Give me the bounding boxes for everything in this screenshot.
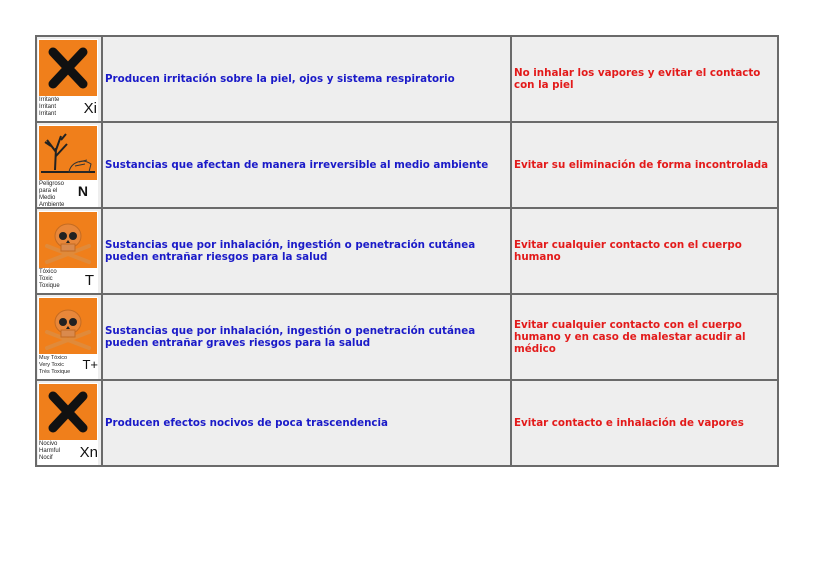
table-row [36, 36, 778, 122]
hazard-code: T+ [82, 356, 98, 372]
hazard-pictogram [38, 125, 98, 207]
hazard-code: Xn [79, 443, 98, 461]
hazard-pictogram [38, 211, 98, 293]
hazard-pictogram [38, 39, 98, 121]
description-cell: Sustancias que por inhalación, ingestión o penetración cutánea pueden entrañar graves riesgos para la salud [102, 294, 511, 380]
label-line: Medio [39, 194, 56, 201]
label-en: Harmful [39, 447, 61, 454]
label-fr: Nocif [39, 454, 53, 461]
precaution-cell: Evitar cualquier contacto con el cuerpo humano y en caso de malestar acudir al médico [511, 294, 778, 380]
hazard-pictogram [38, 297, 98, 379]
hazard-code: Xi [83, 99, 97, 117]
label-line: para el [39, 187, 58, 194]
label-en: Irritant [39, 103, 57, 110]
label-es: Muy Tóxico [39, 354, 68, 361]
pictogram-labels [39, 181, 64, 209]
harmful-x-icon [39, 384, 97, 440]
label-es: Irritante [39, 96, 60, 103]
hazard-code: N [77, 182, 88, 199]
pictogram-labels [39, 97, 59, 118]
label-fr: Irritant [39, 110, 57, 117]
environment-dead-tree-icon [39, 126, 97, 180]
label-line: Ambiente [39, 201, 65, 208]
label-en: Toxic [39, 275, 53, 282]
label-es: Nocivo [39, 440, 58, 447]
description-cell: Producen efectos nocivos de poca trascendencia [102, 380, 511, 466]
pictogram-labels [39, 441, 60, 462]
label-es: Tóxico [39, 268, 57, 275]
description-cell: Sustancias que por inhalación, ingestión o penetración cutánea pueden entrañar riesgos para la salud [102, 208, 511, 294]
very-toxic-skull-icon [39, 298, 97, 354]
hazard-code: T [84, 271, 94, 289]
precaution-cell: Evitar su eliminación de forma incontrolada [511, 122, 778, 208]
pictogram-cell [36, 380, 102, 466]
label-line: Peligroso [39, 180, 65, 187]
label-en: Very Toxic [39, 361, 64, 368]
description-cell: Producen irritación sobre la piel, ojos y sistema respiratorio [102, 36, 511, 122]
pictogram-labels [39, 269, 60, 290]
precaution-cell: No inhalar los vapores y evitar el contacto con la piel [511, 36, 778, 122]
table-row [36, 294, 778, 380]
table-row [36, 208, 778, 294]
hazard-symbols-table [35, 35, 779, 467]
pictogram-cell [36, 122, 102, 208]
pictogram-cell [36, 294, 102, 380]
pictogram-cell [36, 208, 102, 294]
table-row [36, 380, 778, 466]
label-fr: Toxique [39, 282, 60, 289]
pictogram-labels [39, 355, 70, 376]
irritant-x-icon [39, 40, 97, 96]
hazard-pictogram [38, 383, 98, 465]
table-row [36, 122, 778, 208]
description-cell: Sustancias que afectan de manera irreversible al medio ambiente [102, 122, 511, 208]
pictogram-cell [36, 36, 102, 122]
precaution-cell: Evitar contacto e inhalación de vapores [511, 380, 778, 466]
precaution-cell: Evitar cualquier contacto con el cuerpo humano [511, 208, 778, 294]
label-fr: Très Toxique [39, 368, 71, 375]
toxic-skull-icon [39, 212, 97, 268]
